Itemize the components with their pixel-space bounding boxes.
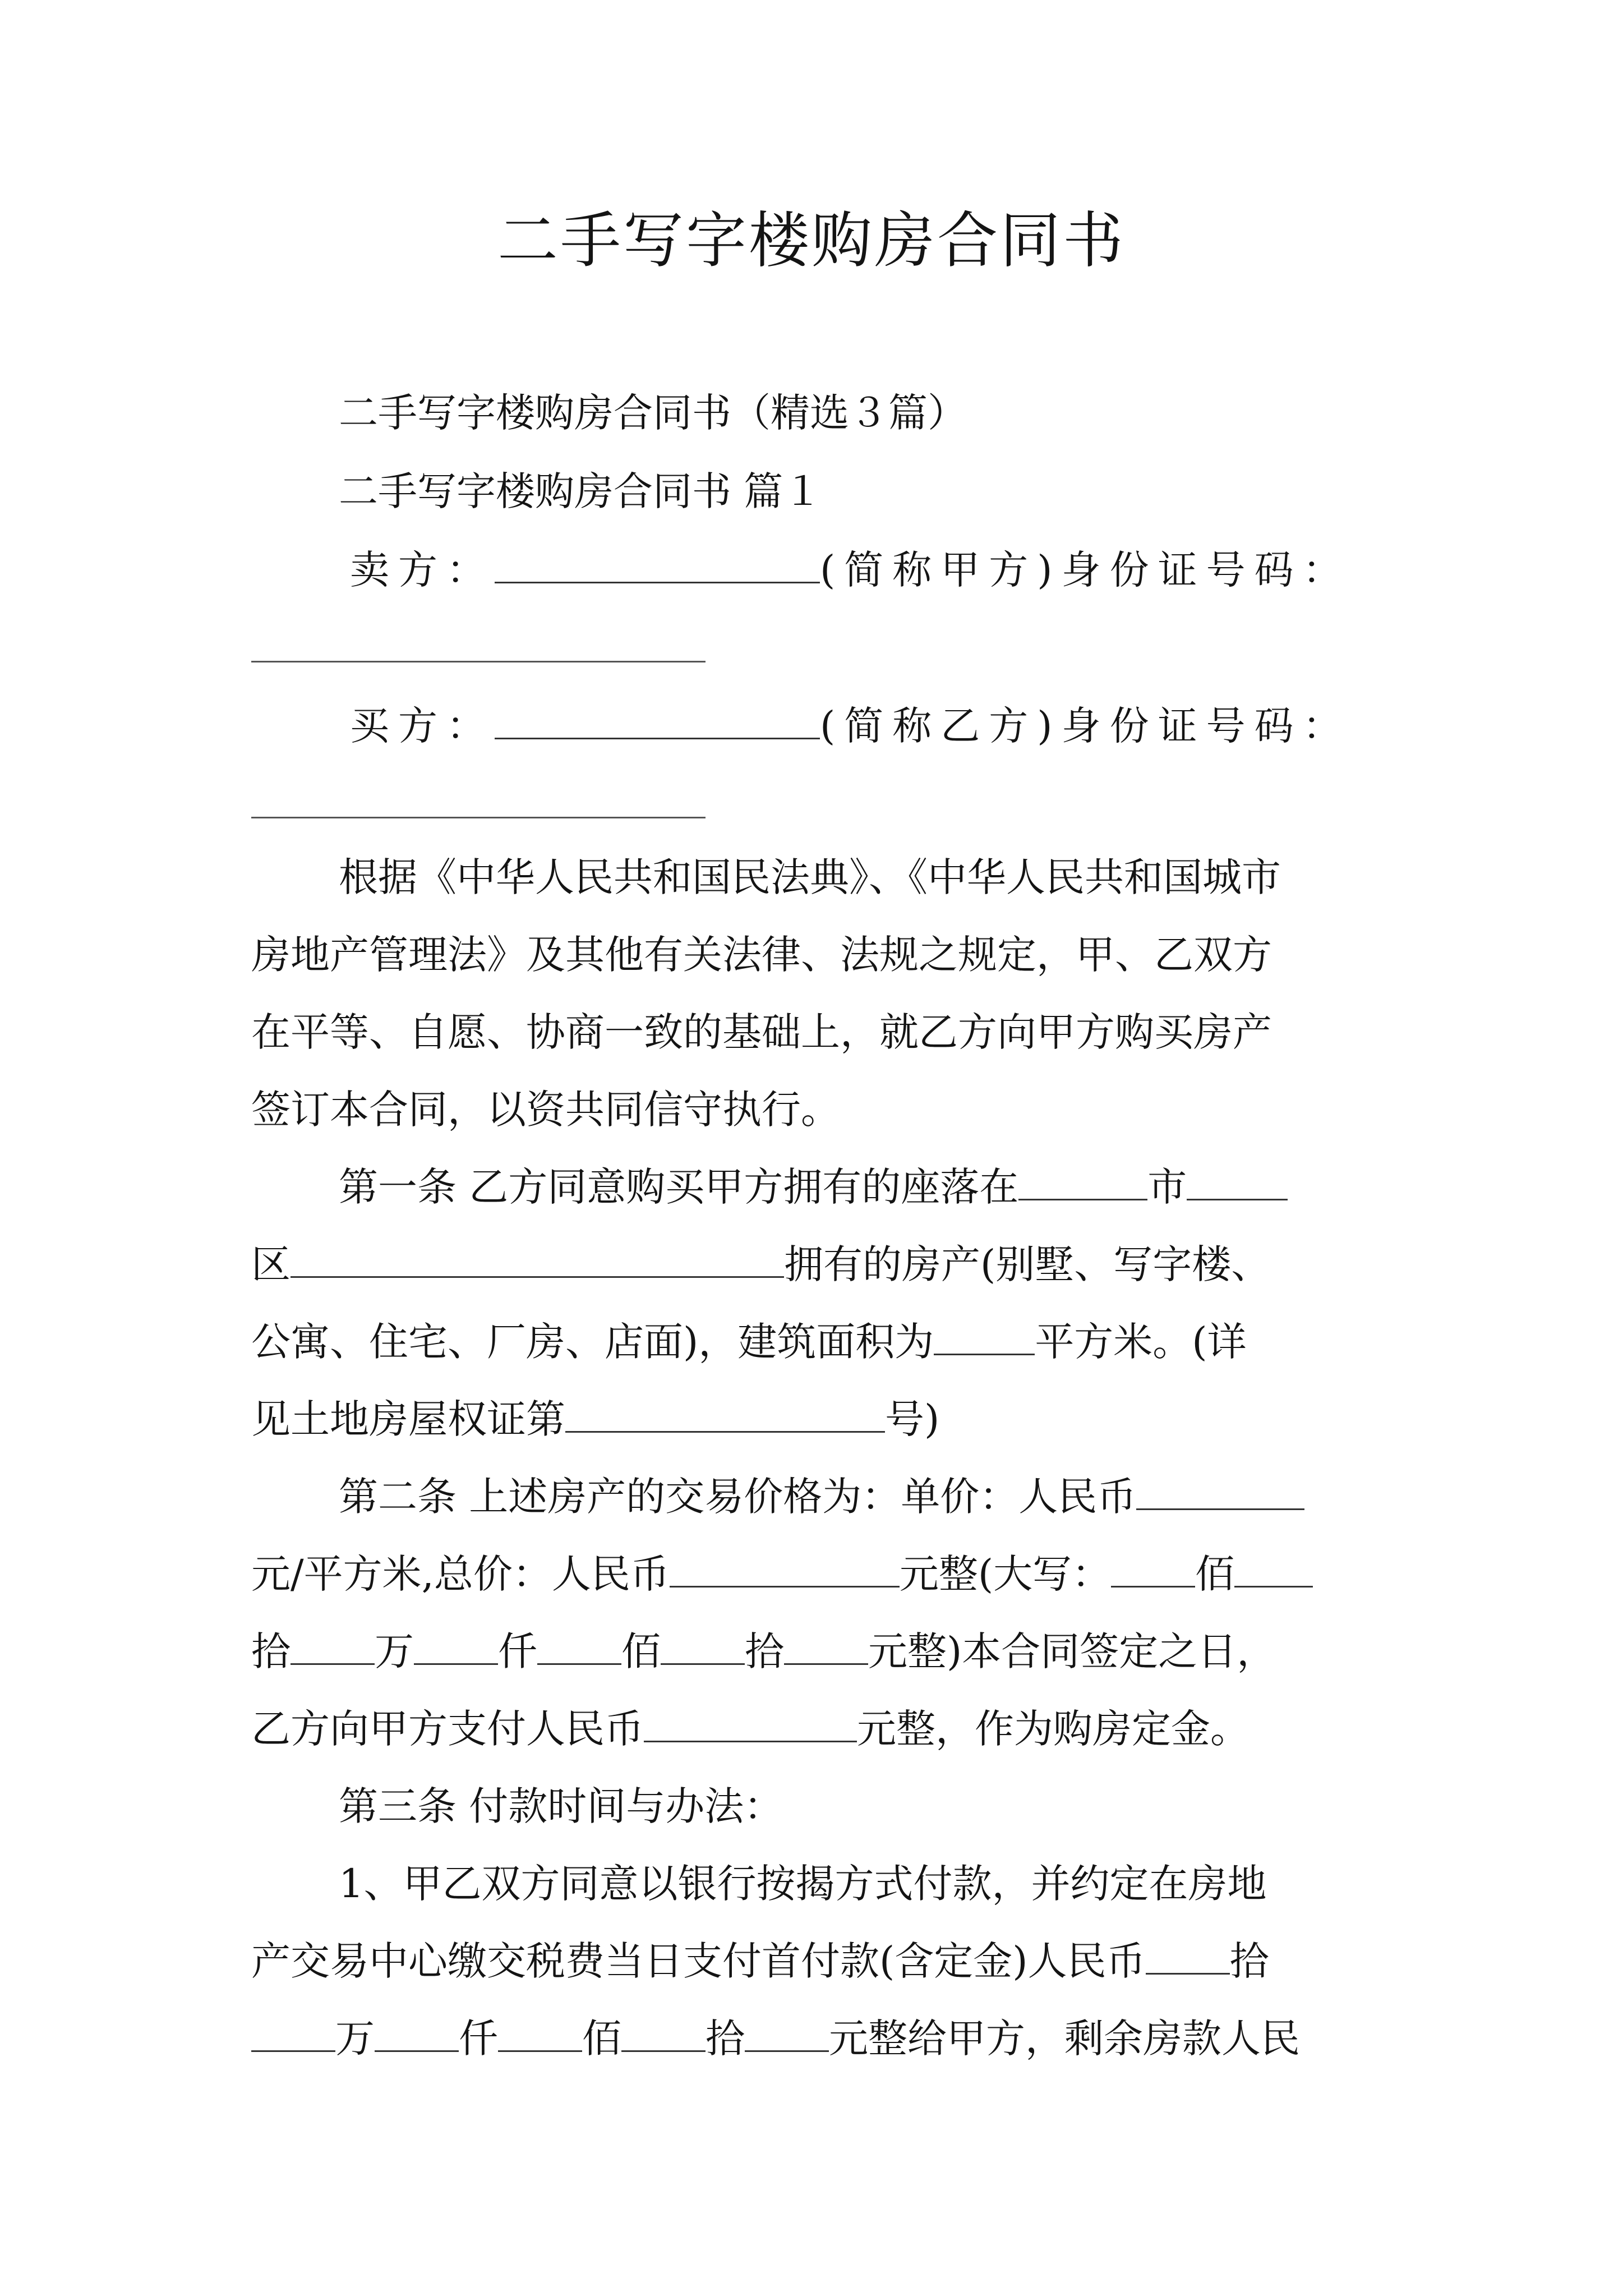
article3-line-3: 万 仟 佰 拾 元整给甲方，剩余房款人民 [251, 2013, 1300, 2064]
unit-price-blank [1136, 1473, 1304, 1510]
buyer-name-blank [495, 702, 820, 739]
article2-line-4: 乙方向甲方支付人民币 元整，作为购房定金。 [251, 1706, 1249, 1752]
part-heading: 二手写字楼购房合同书 篇１ [339, 468, 823, 514]
buyer-id-blank [251, 817, 706, 818]
article3-line-2: 产交易中心缴交税费当日支付首付款(含定金)人民币 拾 [251, 1938, 1269, 1984]
article1-line-3: 公寓、住宅、厂房、店面)，建筑面积为 平方米。(详 [251, 1319, 1247, 1365]
article3-line-1: 1、甲乙双方同意以银行按揭方式付款，并约定在房地 [339, 1861, 1267, 1907]
subtitle: 二手写字楼购房合同书（精选３篇） [339, 390, 967, 436]
buyer-label: 买方： [350, 703, 495, 749]
article1-line-1: 第一条 乙方同意购买甲方拥有的座落在 市 [339, 1161, 1288, 1213]
certificate-blank [565, 1395, 885, 1433]
address-blank [291, 1240, 784, 1278]
seller-abbrev: (简称甲方)身份证号码： [820, 547, 1351, 593]
seller-label: 卖方： [350, 547, 495, 593]
district-blank [1187, 1163, 1288, 1200]
area-blank [934, 1318, 1035, 1355]
article1-line-4: 见土地房屋权证第 号) [251, 1396, 940, 1442]
buyer-abbrev: (简称乙方)身份证号码： [820, 703, 1351, 749]
document-title: 二手写字楼购房合同书 [497, 206, 1126, 276]
p1-line-1: 根据《中华人民共和国民法典》、《中华人民共和国城市 [339, 854, 1281, 900]
total-price-blank [670, 1550, 900, 1588]
city-blank [1018, 1163, 1147, 1200]
seller-name-blank [495, 546, 820, 583]
p1-line-4: 签订本合同，以资共同信守执行。 [251, 1087, 840, 1133]
article3-heading: 第三条 付款时间与办法： [339, 1783, 783, 1829]
buyer-line [350, 700, 1351, 752]
p1-line-2: 房地产管理法》及其他有关法律、法规之规定，甲、乙双方 [251, 932, 1272, 978]
seller-id-blank [251, 661, 706, 662]
article2-line-3: 拾 万 仟 佰 拾 元整)本合同签定之日， [251, 1628, 1276, 1674]
p1-line-3: 在平等、自愿、协商一致的基础上，就乙方向甲方购买房产 [251, 1009, 1272, 1055]
article2-line-2: 元/平方米,总价：人民币 元整(大写： 佰 [251, 1548, 1313, 1600]
deposit-blank [644, 1705, 857, 1742]
article2-line-1: 第二条 上述房产的交易价格为：单价：人民币 [339, 1471, 1304, 1522]
seller-line [350, 544, 1351, 596]
article1-line-2: 区 拥有的房产(别墅、写字楼、 [251, 1241, 1271, 1287]
